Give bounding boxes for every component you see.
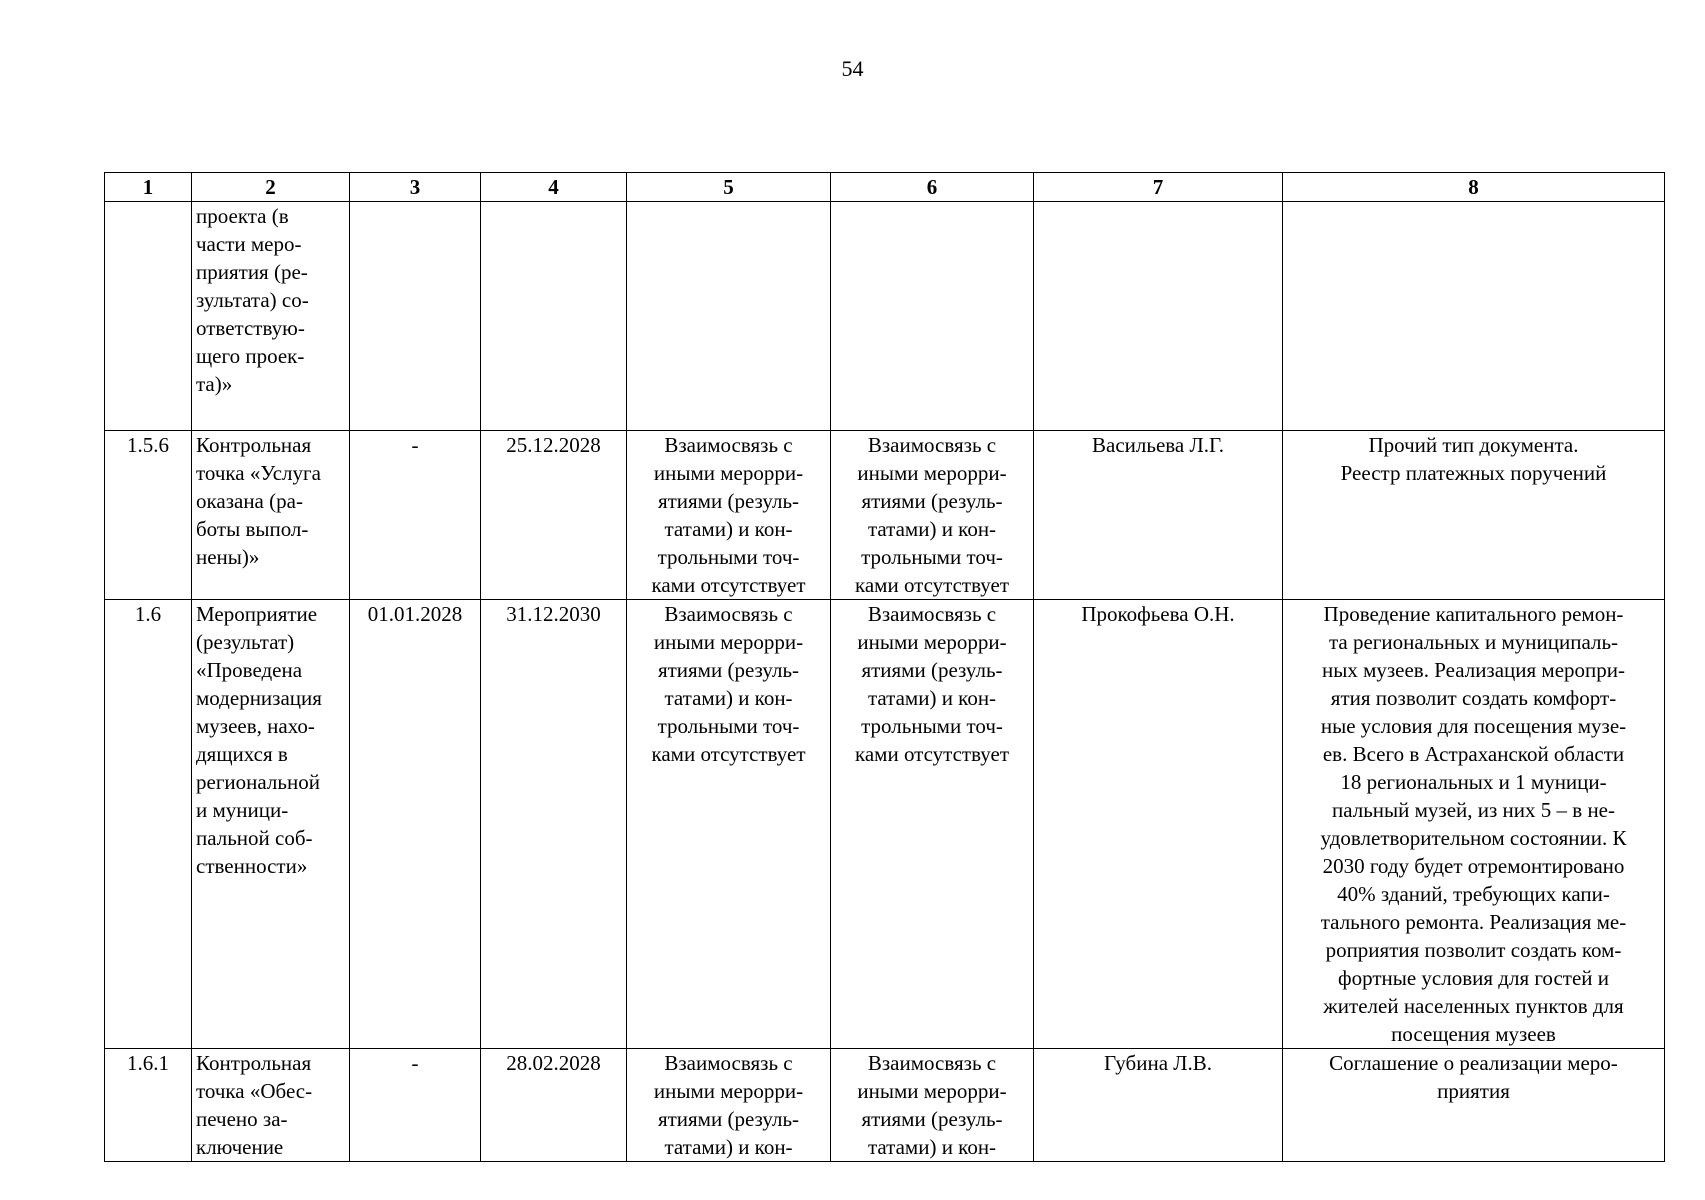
document-cell: [1283, 202, 1665, 431]
column-header: 8: [1283, 173, 1665, 202]
column-header: 4: [481, 173, 627, 202]
item-name-cell: Мероприятие (результат) «Проведена модернизация музеев, нахо- дящихся в региональной и муници- пальной соб- ственности»: [192, 600, 350, 1049]
document-cell: Соглашение о реализации меро- приятия: [1283, 1049, 1665, 1162]
successor-cell: Взаимосвязь с иными мероpри- ятиями (резуль- татами) и кон-: [831, 1049, 1034, 1162]
predecessor-cell: Взаимосвязь с иными мероpри- ятиями (резуль- татами) и кон-: [627, 1049, 831, 1162]
table-row: [105, 431, 1665, 600]
table-row: [105, 600, 1665, 1049]
column-header: 7: [1034, 173, 1283, 202]
column-number-header-row: [105, 173, 1665, 202]
successor-cell: Взаимосвязь с иными мероpри- ятиями (резуль- татами) и кон- трольными точ- ками отсутствует: [831, 431, 1034, 600]
table-row: [105, 1049, 1665, 1162]
start-date-cell: 01.01.2028: [350, 600, 481, 1049]
document-cell: Проведение капитального ремон- та региональных и муниципаль- ных музеев. Реализация меропри- ятия позволит создать комфорт- ные условия для посещения музе- ев. Всего в Астраханской области 18 региональных и 1 муници- пальный музей, из них 5 – в не- удовлетворительном состоянии. К 2030 году будет отремонтировано 40% зданий, требующих капи- тального ремонта. Реализация ме- роприятия позволит создать ком- фортные условия для гостей и жителей населенных пунктов для посещения музеев: [1283, 600, 1665, 1049]
start-date-cell: -: [350, 431, 481, 600]
predecessor-cell: Взаимосвязь с иными мероpри- ятиями (резуль- татами) и кон- трольными точ- ками отсутствует: [627, 431, 831, 600]
end-date-cell: 28.02.2028: [481, 1049, 627, 1162]
document-cell: Прочий тип документа. Реестр платежных поручений: [1283, 431, 1665, 600]
row-number-cell: [105, 202, 192, 431]
item-name-cell: Контрольная точка «Услуга оказана (ра- боты выпол- нены)»: [192, 431, 350, 600]
responsible-cell: Васильева Л.Г.: [1034, 431, 1283, 600]
row-number-cell: 1.5.6: [105, 431, 192, 600]
column-header: 2: [192, 173, 350, 202]
start-date-cell: [350, 202, 481, 431]
start-date-cell: -: [350, 1049, 481, 1162]
item-name-cell: Контрольная точка «Обес- печено за- ключение: [192, 1049, 350, 1162]
column-header: 3: [350, 173, 481, 202]
successor-cell: Взаимосвязь с иными мероpри- ятиями (резуль- татами) и кон- трольными точ- ками отсутствует: [831, 600, 1034, 1049]
responsible-cell: [1034, 202, 1283, 431]
column-header: 6: [831, 173, 1034, 202]
plan-table: [104, 172, 1665, 1162]
predecessor-cell: Взаимосвязь с иными мероpри- ятиями (резуль- татами) и кон- трольными точ- ками отсутствует: [627, 600, 831, 1049]
end-date-cell: 31.12.2030: [481, 600, 627, 1049]
end-date-cell: 25.12.2028: [481, 431, 627, 600]
row-number-cell: 1.6: [105, 600, 192, 1049]
table-row: [105, 202, 1665, 431]
end-date-cell: [481, 202, 627, 431]
row-number-cell: 1.6.1: [105, 1049, 192, 1162]
successor-cell: [831, 202, 1034, 431]
column-header: 5: [627, 173, 831, 202]
predecessor-cell: [627, 202, 831, 431]
column-header: 1: [105, 173, 192, 202]
responsible-cell: Губина Л.В.: [1034, 1049, 1283, 1162]
item-name-cell: проекта (в части меро- приятия (ре- зультата) со- ответствую- щего проек- та)»: [192, 202, 350, 431]
page-number: 54: [841, 56, 864, 81]
responsible-cell: Прокофьева О.Н.: [1034, 600, 1283, 1049]
